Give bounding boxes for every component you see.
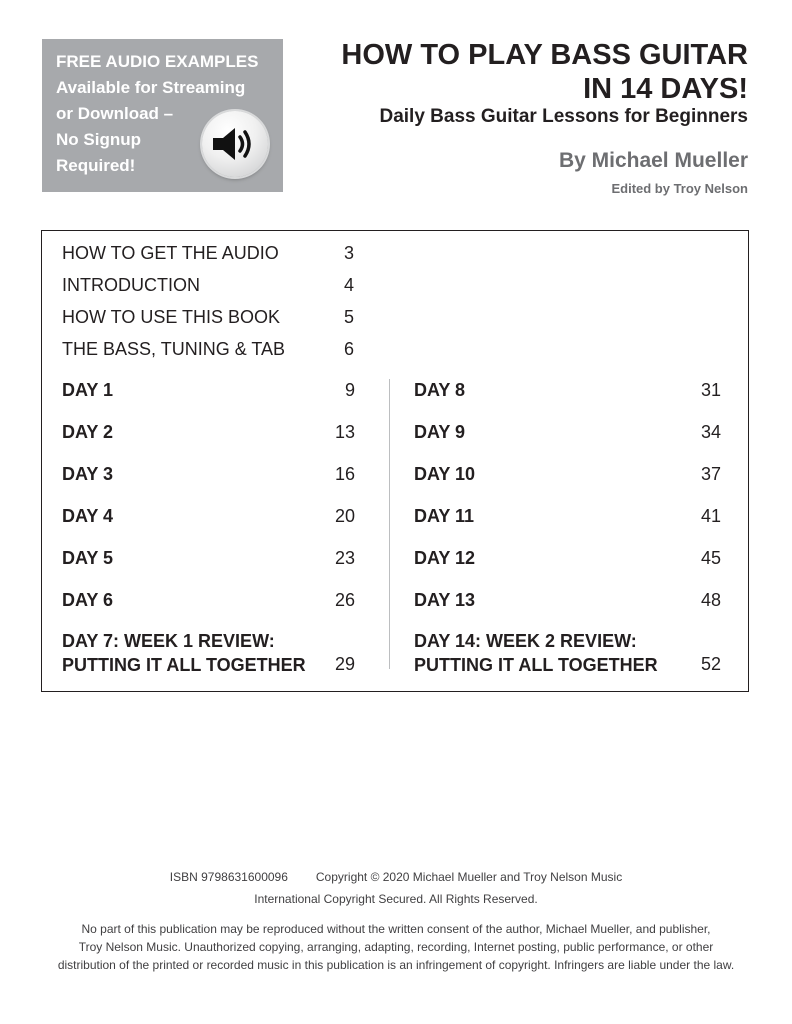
toc-day-entry: [62, 589, 355, 611]
toc-day-page: 45: [700, 548, 721, 568]
toc-day-entry: [414, 379, 721, 401]
editor-line: Edited by Troy Nelson: [611, 181, 748, 196]
toc-day-entry: [62, 421, 355, 443]
toc-day-entry: [62, 547, 355, 569]
notice-line: Troy Nelson Music. Unauthorized copying, arranging, adapting, recording, Internet posting, public performance, or other: [78, 940, 714, 954]
toc-day-label: DAY 4: [62, 506, 114, 526]
toc-day-page: 9: [344, 380, 355, 400]
review-line: PUTTING IT ALL TOGETHER: [62, 655, 306, 675]
toc-entry-page: 3: [343, 243, 354, 263]
author-line: By Michael Mueller: [558, 149, 748, 172]
toc-day-page: 37: [700, 464, 721, 484]
toc-entry-label: HOW TO GET THE AUDIO: [62, 243, 279, 263]
toc-review-label: [62, 629, 306, 677]
toc-entry: [62, 338, 354, 360]
toc-day-label: DAY 12: [414, 548, 476, 568]
copyright: Copyright © 2020 Michael Mueller and Troy Nelson Music: [315, 870, 623, 884]
toc-day-entry: [62, 379, 355, 401]
toc-day-page: 26: [334, 590, 355, 610]
table-of-contents: [41, 230, 749, 692]
toc-day-page: 20: [334, 506, 355, 526]
toc-day-label: DAY 8: [414, 380, 466, 400]
review-line: DAY 7: WEEK 1 REVIEW:: [62, 631, 275, 651]
toc-day-page: 13: [334, 422, 355, 442]
isbn: ISBN 9798631600096: [169, 870, 288, 884]
toc-day-entry: [414, 505, 721, 527]
toc-day-entry: [62, 463, 355, 485]
toc-day-label: DAY 11: [414, 506, 475, 526]
title-line: IN 14 DAYS!: [583, 73, 748, 105]
toc-entry-label: THE BASS, TUNING & TAB: [62, 339, 286, 359]
audio-line: or Download –: [56, 104, 174, 123]
toc-day-entry: [414, 421, 721, 443]
toc-review-page: 52: [700, 654, 721, 674]
notice-line: distribution of the printed or recorded music in this publication is an infringement of copyright. Infringers are liable under the law.: [57, 958, 735, 972]
book-subtitle: Daily Bass Guitar Lessons for Beginners: [379, 106, 748, 127]
toc-review-page: 29: [334, 654, 355, 674]
audio-line: No Signup: [56, 130, 141, 149]
toc-day-label: DAY 3: [62, 464, 114, 484]
toc-entry-page: 6: [343, 339, 354, 359]
toc-day-label: DAY 5: [62, 548, 114, 568]
toc-day-label: DAY 6: [62, 590, 114, 610]
toc-day-page: 48: [700, 590, 721, 610]
review-line: PUTTING IT ALL TOGETHER: [414, 655, 658, 675]
toc-day-label: DAY 13: [414, 590, 476, 610]
audio-line: FREE AUDIO EXAMPLES: [56, 52, 259, 71]
column-divider: [389, 379, 390, 669]
title-line: HOW TO PLAY BASS GUITAR: [341, 39, 748, 71]
toc-entry-label: HOW TO USE THIS BOOK: [62, 307, 281, 327]
review-line: DAY 14: WEEK 2 REVIEW:: [414, 631, 637, 651]
toc-review-entry: [414, 629, 721, 677]
toc-day-page: 41: [700, 506, 721, 526]
toc-day-label: DAY 10: [414, 464, 476, 484]
toc-entry-page: 5: [343, 307, 354, 327]
toc-day-entry: [62, 505, 355, 527]
toc-day-page: 23: [334, 548, 355, 568]
legal-notice: [0, 920, 792, 974]
toc-day-label: DAY 1: [62, 380, 114, 400]
free-audio-box: [42, 39, 283, 192]
toc-day-label: DAY 9: [414, 422, 466, 442]
toc-entry-label: INTRODUCTION: [62, 275, 200, 295]
copyright-line: [0, 868, 792, 886]
toc-day-page: 31: [700, 380, 721, 400]
toc-entry: [62, 274, 354, 296]
audio-line: Available for Streaming: [56, 78, 246, 97]
book-title: [341, 38, 748, 106]
toc-day-label: DAY 2: [62, 422, 114, 442]
toc-entry: [62, 306, 354, 328]
toc-day-entry: [414, 463, 721, 485]
toc-entry: [62, 242, 354, 264]
speaker-icon: [202, 111, 268, 177]
toc-day-entry: [414, 547, 721, 569]
international-copyright: International Copyright Secured. All Rights Reserved.: [254, 892, 538, 906]
toc-day-page: 34: [700, 422, 721, 442]
toc-review-label: [414, 629, 658, 677]
toc-entry-page: 4: [343, 275, 354, 295]
toc-review-entry: [62, 629, 355, 677]
audio-line: Required!: [56, 156, 136, 175]
toc-day-page: 16: [334, 464, 355, 484]
toc-day-entry: [414, 589, 721, 611]
notice-line: No part of this publication may be reproduced without the written consent of the author, Michael Mueller, and publisher,: [81, 922, 711, 936]
